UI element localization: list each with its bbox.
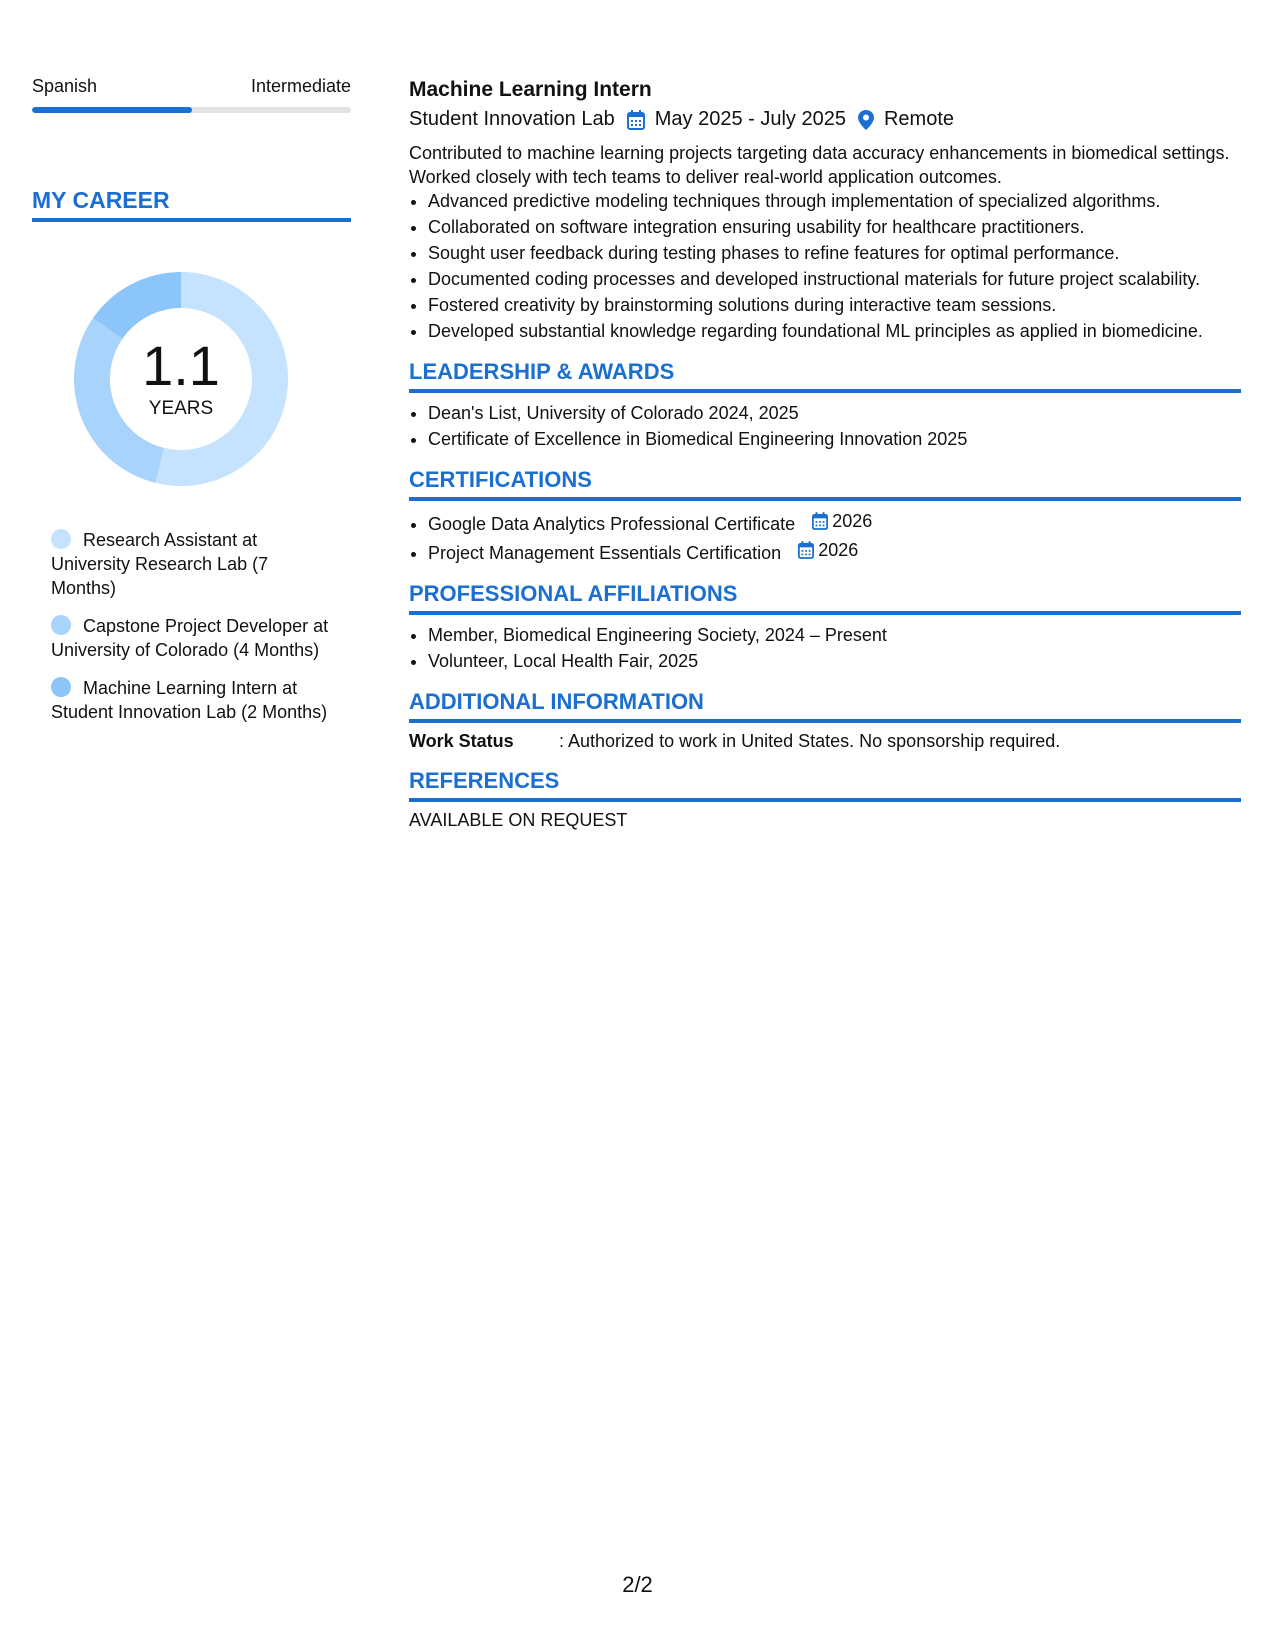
- language-proficiency-bar: [32, 107, 351, 113]
- language-row: [32, 76, 351, 97]
- list-item: • Advanced predictive modeling techniques through implementation of specialized algorithms.: [428, 189, 1241, 213]
- certification-year: 2026: [818, 540, 859, 560]
- calendar-icon: [812, 512, 828, 530]
- list-item: • Developed substantial knowledge regarding foundational ML principles as applied in biomedicine.: [428, 319, 1241, 343]
- work-status-value: : Authorized to work in United States. No sponsorship required.: [559, 731, 1061, 751]
- legend-item: [51, 676, 331, 724]
- location-pin-icon: [858, 110, 874, 130]
- affiliations-heading: PROFESSIONAL AFFILIATIONS: [409, 581, 1241, 615]
- certification-year: 2026: [832, 511, 873, 531]
- job-company: Student Innovation Lab: [409, 108, 615, 130]
- legend-dot-icon: [51, 529, 71, 549]
- certification-name: Google Data Analytics Professional Certificate: [428, 514, 796, 534]
- certifications-list: [409, 509, 1241, 565]
- work-status-label: Work Status: [409, 731, 514, 751]
- references-text: AVAILABLE ON REQUEST: [409, 810, 628, 830]
- career-heading: MY CAREER: [32, 187, 351, 222]
- certifications-heading: CERTIFICATIONS: [409, 467, 1241, 501]
- sidebar: [32, 76, 351, 738]
- work-status-row: [409, 731, 1241, 752]
- job-description: Contributed to machine learning projects targeting data accuracy enhancements in biomedical settings. Worked closely with tech teams to deliver real-world application outcomes.: [409, 143, 1230, 187]
- page-number: 2/2: [622, 1572, 653, 1597]
- legend-dot-icon: [51, 615, 71, 635]
- job-location: Remote: [883, 108, 954, 130]
- references-heading: REFERENCES: [409, 768, 1241, 802]
- list-item: [428, 509, 1241, 536]
- main-content: [409, 78, 1241, 831]
- leadership-list: [409, 401, 1241, 451]
- list-item: • Dean's List, University of Colorado 2024, 2025: [428, 401, 1241, 425]
- legend-label: Machine Learning Intern at Student Innovation Lab (2 Months): [51, 678, 328, 722]
- legend-dot-icon: [51, 677, 71, 697]
- list-item: [428, 538, 1241, 565]
- affiliations-list: [409, 623, 1241, 673]
- list-item: • Collaborated on software integration ensuring usability for healthcare practitioners.: [428, 215, 1241, 239]
- language-level: Intermediate: [250, 76, 351, 96]
- language-proficiency-fill: [32, 107, 192, 113]
- career-total-years: 1.1: [142, 334, 220, 397]
- additional-info-heading: ADDITIONAL INFORMATION: [409, 689, 1241, 723]
- career-legend: [51, 528, 331, 724]
- job-bullets: [409, 189, 1241, 343]
- job-dates: May 2025 - July 2025: [654, 108, 846, 130]
- list-item: • Volunteer, Local Health Fair, 2025: [428, 649, 1241, 673]
- certification-name: Project Management Essentials Certification: [428, 543, 782, 563]
- legend-label: Capstone Project Developer at University of Colorado (4 Months): [51, 616, 329, 660]
- calendar-icon: [627, 110, 645, 130]
- language-name: Spanish: [32, 76, 98, 96]
- leadership-heading: LEADERSHIP & AWARDS: [409, 359, 1241, 393]
- career-total-unit: YEARS: [148, 398, 214, 419]
- list-item: • Documented coding processes and developed instructional materials for future project scalability.: [428, 267, 1241, 291]
- legend-item: [51, 614, 331, 662]
- list-item: • Fostered creativity by brainstorming solutions during interactive team sessions.: [428, 293, 1241, 317]
- legend-label: Research Assistant at University Research Lab (7 Months): [51, 530, 269, 598]
- legend-item: [51, 528, 331, 600]
- list-item: • Certificate of Excellence in Biomedical Engineering Innovation 2025: [428, 427, 1241, 451]
- certification-date: [798, 538, 858, 562]
- certification-date: [812, 509, 872, 533]
- career-donut-chart: [66, 264, 296, 494]
- donut-center: [66, 264, 296, 494]
- job-meta: [409, 108, 1241, 131]
- list-item: • Member, Biomedical Engineering Society, 2024 – Present: [428, 623, 1241, 647]
- job-title: Machine Learning Intern: [409, 78, 652, 101]
- calendar-icon: [798, 541, 814, 559]
- list-item: • Sought user feedback during testing phases to refine features for optimal performance.: [428, 241, 1241, 265]
